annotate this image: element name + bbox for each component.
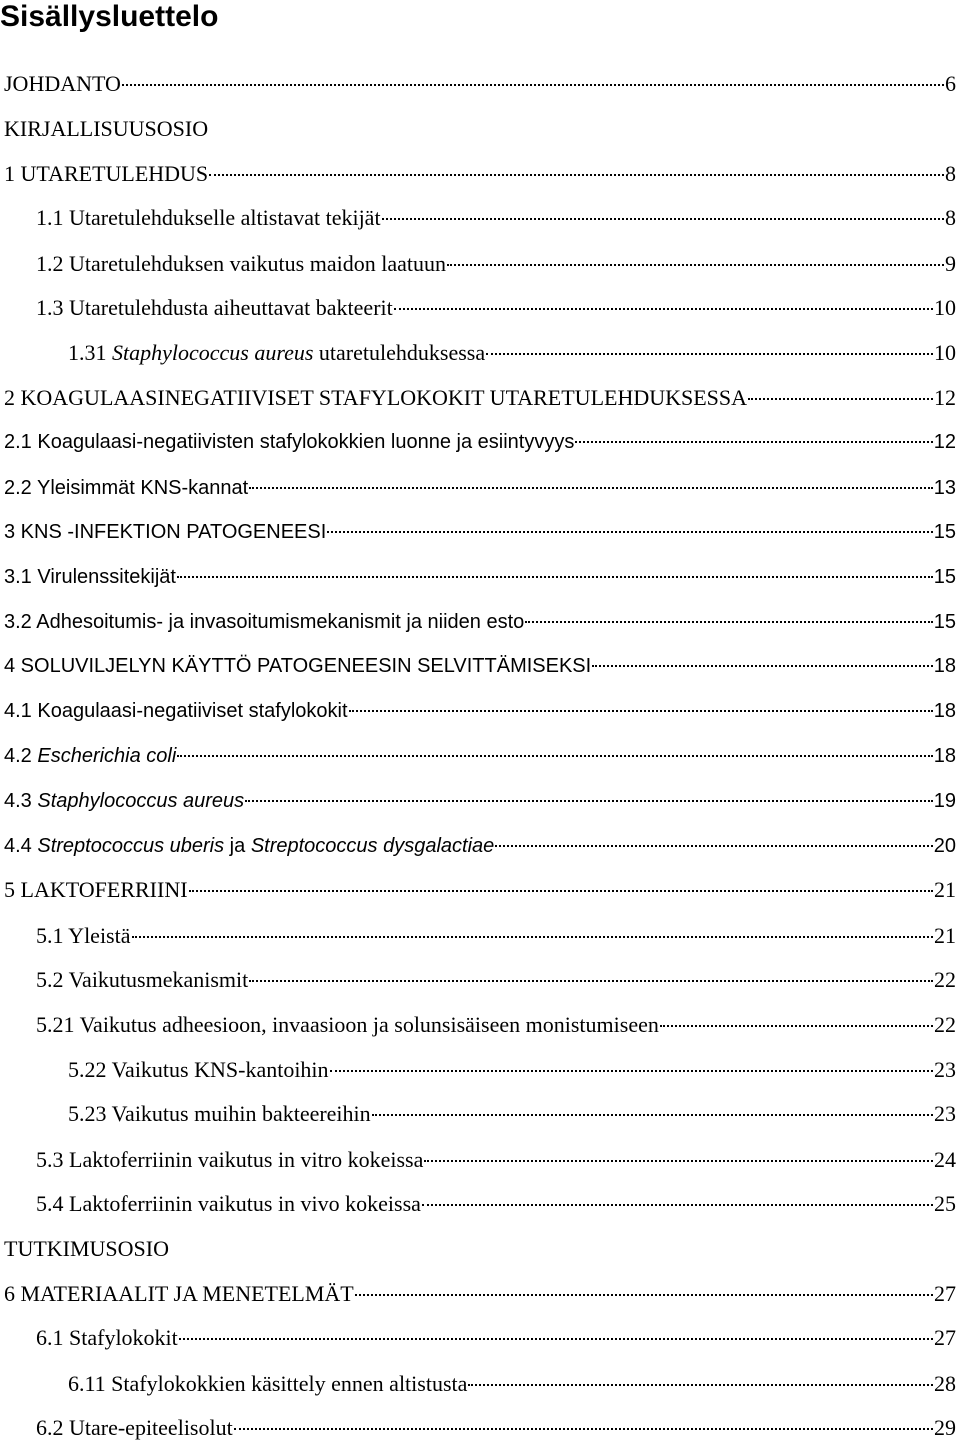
toc-entry-page-number: 15 <box>933 566 956 588</box>
dot-leader <box>748 398 933 400</box>
toc-entry-label <box>36 204 381 232</box>
toc-entry-label <box>4 518 326 546</box>
toc-title: Sisällysluettelo <box>0 0 219 33</box>
toc-entry-label <box>4 742 176 770</box>
toc-entry[interactable] <box>4 518 956 546</box>
toc-entry-text: 5.1 Yleistä <box>36 923 131 948</box>
toc-entry-label <box>4 384 747 412</box>
toc-entry-page-number: 23 <box>934 1101 956 1126</box>
toc-entry-page-number: 29 <box>934 1415 956 1440</box>
toc-entry-italic-text: Streptococcus dysgalactiae <box>250 835 495 857</box>
toc-entry-text: 5.22 Vaikutus KNS-kantoihin <box>68 1057 329 1082</box>
toc-entry-text: 1.2 Utaretulehduksen vaikutus maidon laatuun <box>36 251 446 276</box>
dot-leader <box>394 308 933 310</box>
toc-entry[interactable] <box>36 922 956 950</box>
toc-entry-text: 2.2 Yleisimmät KNS-kannat <box>4 477 249 499</box>
toc-entry-text: 6.11 Stafylokokkien käsittely ennen altistusta <box>68 1371 468 1396</box>
toc-entry-text: 5.2 Vaikutusmekanismit <box>36 967 249 992</box>
dot-leader <box>525 621 933 623</box>
dot-leader <box>249 980 933 982</box>
toc-entry[interactable] <box>4 697 956 725</box>
toc-entry[interactable] <box>4 474 956 502</box>
toc-entry-text: 5.4 Laktoferriinin vaikutus in vivo kokeissa <box>36 1191 421 1216</box>
toc-entry[interactable] <box>36 1146 956 1174</box>
toc-entry[interactable] <box>36 1324 956 1352</box>
toc-entry-label <box>36 1011 659 1039</box>
toc-entry-label <box>4 652 591 680</box>
dot-leader <box>486 353 933 355</box>
dot-leader <box>327 531 932 533</box>
toc-entry-page-number: 27 <box>934 1325 956 1350</box>
toc-entry-label <box>4 608 524 636</box>
toc-entry-label <box>4 1235 169 1263</box>
toc-entry[interactable] <box>36 1190 956 1218</box>
toc-entry-label <box>36 1324 178 1352</box>
dot-leader <box>234 1428 933 1430</box>
toc-entry[interactable] <box>4 608 956 636</box>
toc-entry-label <box>4 70 121 98</box>
toc-entry[interactable] <box>4 832 956 860</box>
toc-entry-text: 1 UTARETULEHDUS <box>4 161 209 186</box>
toc-entry-label <box>68 1056 329 1084</box>
toc-entry-text: 3.2 Adhesoitumis- ja invasoitumismekanismit ja niiden esto <box>4 611 525 633</box>
toc-entry[interactable] <box>4 70 956 98</box>
toc-entry-label <box>36 1190 421 1218</box>
toc-entry-label <box>36 250 446 278</box>
toc-entry-label <box>68 1370 467 1398</box>
toc-entry-text: 5.23 Vaikutus muihin bakteereihin <box>68 1101 371 1126</box>
toc-entry-label <box>4 1280 354 1308</box>
toc-entry-text: ja <box>224 835 251 857</box>
dot-leader <box>177 576 933 578</box>
toc-entry-text: KIRJALLISUUSOSIO <box>4 116 209 141</box>
toc-entry-text: 2.1 Koagulaasi-negatiivisten stafylokokkien luonne ja esiintyvyys <box>4 431 575 453</box>
toc-entry-page-number: 10 <box>934 295 956 320</box>
toc-entry-label <box>4 160 208 188</box>
dot-leader <box>177 755 932 757</box>
toc-entry[interactable] <box>36 204 956 232</box>
dot-leader <box>209 174 944 176</box>
toc-entry-text: 1.1 Utaretulehdukselle altistavat tekijät <box>36 205 381 230</box>
toc-entry[interactable] <box>4 384 956 412</box>
toc-entry-page-number: 9 <box>945 251 956 276</box>
toc-entry-text: 3 KNS -INFEKTION PATOGENEESI <box>4 521 327 543</box>
toc-entry-page-number: 8 <box>945 205 956 230</box>
toc-entry-label <box>36 1414 233 1442</box>
toc-entry-page-number: 18 <box>933 700 956 722</box>
toc-entry-text: 4.4 <box>4 835 38 857</box>
toc-entry-label <box>4 563 176 591</box>
toc-entry[interactable] <box>4 115 956 143</box>
toc-entry-text: 6.2 Utare-epiteelisolut <box>36 1415 233 1440</box>
dot-leader <box>382 218 944 220</box>
toc-entry-italic-text: Escherichia coli <box>37 745 177 767</box>
toc-entry-label <box>36 922 131 950</box>
toc-entry-page-number: 20 <box>933 835 956 857</box>
toc-entry[interactable] <box>4 563 956 591</box>
toc-entry-page-number: 23 <box>934 1057 956 1082</box>
toc-entry-page-number: 8 <box>945 161 956 186</box>
toc-entry-page-number: 19 <box>933 790 956 812</box>
toc-entry-page-number: 18 <box>933 655 956 677</box>
toc-entry-italic-text: Staphylococcus aureus <box>37 790 245 812</box>
toc-entry[interactable] <box>36 294 956 322</box>
dot-leader <box>424 1160 933 1162</box>
toc-entry-text: 1.3 Utaretulehdusta aiheuttavat bakteerit <box>36 295 393 320</box>
dot-leader <box>330 1070 933 1072</box>
dot-leader <box>372 1114 933 1116</box>
toc-entry-text: utaretulehduksessa <box>313 340 486 365</box>
dot-leader <box>422 1204 933 1206</box>
toc-entry-label <box>4 115 208 143</box>
toc-entry-page-number: 18 <box>933 745 956 767</box>
toc-entry-page-number: 22 <box>934 967 956 992</box>
toc-entry-label <box>36 294 393 322</box>
dot-leader <box>575 441 932 443</box>
toc-entry-label <box>68 1100 371 1128</box>
dot-leader <box>189 890 933 892</box>
dot-leader <box>468 1384 933 1386</box>
toc-entry-label <box>68 339 485 367</box>
dot-leader <box>495 845 932 847</box>
toc-entry-label <box>4 832 494 860</box>
toc-entry-label <box>4 876 188 904</box>
toc-entry-text: TUTKIMUSOSIO <box>4 1236 169 1261</box>
toc-entry-page-number: 22 <box>934 1012 956 1037</box>
toc-entry-label <box>36 966 248 994</box>
dot-leader <box>592 665 933 667</box>
toc-entry-page-number: 15 <box>933 521 956 543</box>
toc-entry-page-number: 6 <box>945 71 956 96</box>
toc-entry[interactable] <box>36 1011 956 1039</box>
toc-entry[interactable] <box>4 742 956 770</box>
toc-entry[interactable] <box>68 1370 956 1398</box>
toc-entry-page-number: 24 <box>934 1147 956 1172</box>
toc-entry-italic-text: Streptococcus uberis <box>37 835 225 857</box>
toc-entry-page-number: 12 <box>933 431 956 453</box>
toc-entry-text: 4.1 Koagulaasi-negatiiviset stafylokokit <box>4 700 348 722</box>
toc-entry-page-number: 21 <box>934 877 956 902</box>
toc-entry-text: JOHDANTO <box>4 71 121 96</box>
dot-leader <box>132 936 934 938</box>
toc-entry[interactable] <box>68 1100 956 1128</box>
toc-entry-page-number: 15 <box>933 611 956 633</box>
toc-entry[interactable] <box>36 1414 956 1442</box>
toc-entry-label <box>4 428 574 456</box>
toc-entry-text: 2 KOAGULAASINEGATIIVISET STAFYLOKOKIT UTARETULEHDUKSESSA <box>4 385 748 410</box>
toc-entry-page-number: 13 <box>933 477 956 499</box>
toc-entry[interactable] <box>4 1280 956 1308</box>
toc-entry-page-number: 25 <box>934 1191 956 1216</box>
toc-entry[interactable] <box>4 876 956 904</box>
toc-entry-label <box>36 1146 423 1174</box>
toc-entry[interactable] <box>68 339 956 367</box>
toc-entry-page-number: 10 <box>934 340 956 365</box>
dot-leader <box>122 84 944 86</box>
toc-entry[interactable] <box>4 787 956 815</box>
dot-leader <box>355 1294 933 1296</box>
toc-entry[interactable] <box>4 1235 956 1263</box>
dot-leader <box>447 264 944 266</box>
toc-entry-page-number: 28 <box>934 1371 956 1396</box>
toc-entry-text: 4.3 <box>4 790 38 812</box>
toc-entry-italic-text: Staphylococcus aureus <box>112 340 314 365</box>
toc-entry[interactable] <box>36 966 956 994</box>
toc-entry-label <box>4 787 244 815</box>
dot-leader <box>245 800 933 802</box>
dot-leader <box>660 1025 933 1027</box>
toc-entry-label <box>4 697 348 725</box>
toc-entry[interactable] <box>4 652 956 680</box>
toc-entry[interactable] <box>36 250 956 278</box>
dot-leader <box>179 1338 933 1340</box>
toc-entry-text: 5.21 Vaikutus adheesioon, invaasioon ja solunsisäiseen monistumiseen <box>36 1012 659 1037</box>
toc-entry-page-number: 21 <box>934 923 956 948</box>
toc-entry[interactable] <box>4 160 956 188</box>
toc-entry-label <box>4 474 248 502</box>
toc-entry-text: 3.1 Virulenssitekijät <box>4 566 176 588</box>
toc-entry-text: 4.2 <box>4 745 38 767</box>
toc-entry-text: 5.3 Laktoferriinin vaikutus in vitro kokeissa <box>36 1147 424 1172</box>
toc-entry-text: 5 LAKTOFERRIINI <box>4 877 188 902</box>
toc-entry-text: 6 MATERIAALIT JA MENETELMÄT <box>4 1281 354 1306</box>
toc-entry-text: 6.1 Stafylokokit <box>36 1325 178 1350</box>
toc-entry-page-number: 27 <box>934 1281 956 1306</box>
dot-leader <box>349 710 933 712</box>
toc-entry[interactable] <box>68 1056 956 1084</box>
toc-entry[interactable] <box>4 428 956 456</box>
dot-leader <box>249 487 933 489</box>
toc-entry-text: 1.31 <box>68 340 112 365</box>
toc-entry-text: 4 SOLUVILJELYN KÄYTTÖ PATOGENEESIN SELVITTÄMISEKSI <box>4 655 592 677</box>
toc-entry-page-number: 12 <box>934 385 956 410</box>
